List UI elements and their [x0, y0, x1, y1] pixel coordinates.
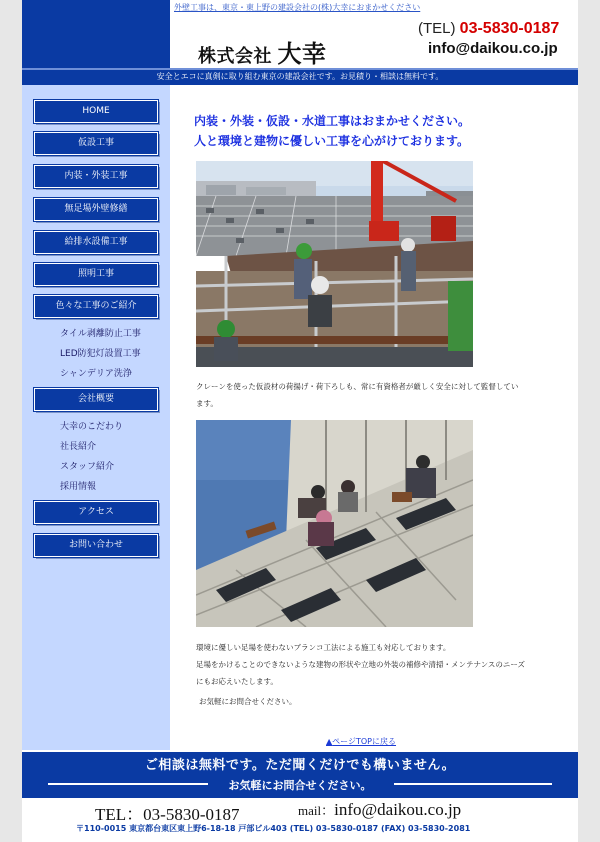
nav-home-button[interactable]: HOME — [34, 100, 158, 123]
caption-3: お気軽にお問合せください。 — [199, 697, 297, 706]
header — [22, 0, 578, 68]
caption-2-line-2: 足場をかけることのできないような建物の形状や立地の外装の補修や清掃・メンテナンスのニーズ — [196, 660, 526, 669]
footer-tel: TEL：03-5830-0187 — [95, 805, 240, 824]
company-prefix: 株式会社 — [198, 46, 272, 66]
sidebar-item-staff[interactable]: スタッフ紹介 — [60, 462, 115, 472]
sidebar-item-commitment[interactable]: 大幸のこだわり — [60, 422, 124, 432]
main-content — [170, 85, 578, 750]
sidebar-item-tile[interactable]: タイル剥離防止工事 — [60, 329, 141, 339]
caption-1-line-2: ます。 — [196, 399, 218, 408]
page-top-label: ページTOPに戻る — [332, 737, 397, 746]
tagline-link[interactable]: 外壁工事は、東京・東上野の建設会社の(株)大幸におまかせください — [174, 3, 421, 12]
headline-line-1: 内装・外装・仮設・水道工事はおまかせください。 — [194, 114, 471, 128]
nav-temporary-works-button[interactable]: 仮設工事 — [34, 132, 158, 155]
header-blue-block — [22, 0, 170, 68]
nav-interior-exterior-button[interactable]: 内装・外装工事 — [34, 165, 158, 188]
headline-line-2: 人と環境と建物に優しい工事を心がけております。 — [194, 134, 470, 148]
nav-company-button[interactable]: 会社概要 — [34, 388, 158, 411]
nav-scaffold-free-button[interactable]: 無足場外壁修繕 — [34, 198, 158, 221]
header-tel — [418, 20, 559, 38]
nav-various-works-button[interactable]: 色々な工事のご紹介 — [34, 295, 158, 318]
sidebar-item-recruit[interactable]: 採用情報 — [60, 482, 97, 492]
nav-contact-button[interactable]: お問い合わせ — [34, 534, 158, 557]
footer-line-1: ご相談は無料です。ただ聞くだけでも構いません。 — [144, 758, 456, 773]
crane-scaffold-photo — [196, 161, 473, 367]
nav-access-button[interactable]: アクセス — [34, 501, 158, 524]
company-main-name: 大幸 — [277, 41, 327, 68]
page — [22, 0, 578, 842]
page-top-link[interactable] — [326, 736, 396, 747]
sidebar-item-chandelier[interactable]: シャンデリア洗浄 — [60, 369, 132, 379]
caption-1 — [196, 378, 518, 412]
sidebar-item-president[interactable]: 社長紹介 — [60, 442, 97, 452]
caption-2 — [196, 639, 525, 690]
footer-mail-address: info@daikou.co.jp — [334, 800, 462, 819]
nav-plumbing-button[interactable]: 給排水設備工事 — [34, 231, 158, 254]
caption-2-line-3: にもお応えいたします。 — [196, 677, 278, 686]
footer-mail — [298, 800, 461, 820]
caption-2-line-1: 環境に優しい足場を使わないブランコ工法による施工も対応しております。 — [196, 643, 451, 652]
header-email: info@daikou.co.jp — [428, 40, 558, 57]
footer-mail-label: mail： — [298, 803, 335, 818]
tel-number: 03-5830-0187 — [459, 20, 560, 37]
sidebar-item-led[interactable]: LED防犯灯設置工事 — [60, 349, 141, 359]
header-subbar: 安全とエコに真剣に取り組む東京の建設会社です。お見積り・相談は無料です。 — [22, 68, 578, 85]
tel-label: (TEL) — [418, 20, 456, 37]
footer-line-2: お気軽にお問合せください。 — [228, 779, 372, 792]
nav-lighting-button[interactable]: 照明工事 — [34, 263, 158, 286]
footer-address: 〒110-0015 東京都台東区東上野6-18-18 戸部ビル403 (TEL) 03-5830-0187 (FAX) 03-5830-2081 — [76, 824, 471, 833]
facade-workers-photo — [196, 420, 473, 627]
headline — [194, 111, 470, 151]
triangle-up-icon: ▲ — [326, 737, 333, 746]
company-name — [198, 34, 327, 69]
sidebar — [22, 85, 170, 750]
caption-1-line-1: クレーンを使った仮設材の荷揚げ・荷下ろしも、常に有資格者が厳しく安全に対して監督してい — [196, 382, 519, 391]
